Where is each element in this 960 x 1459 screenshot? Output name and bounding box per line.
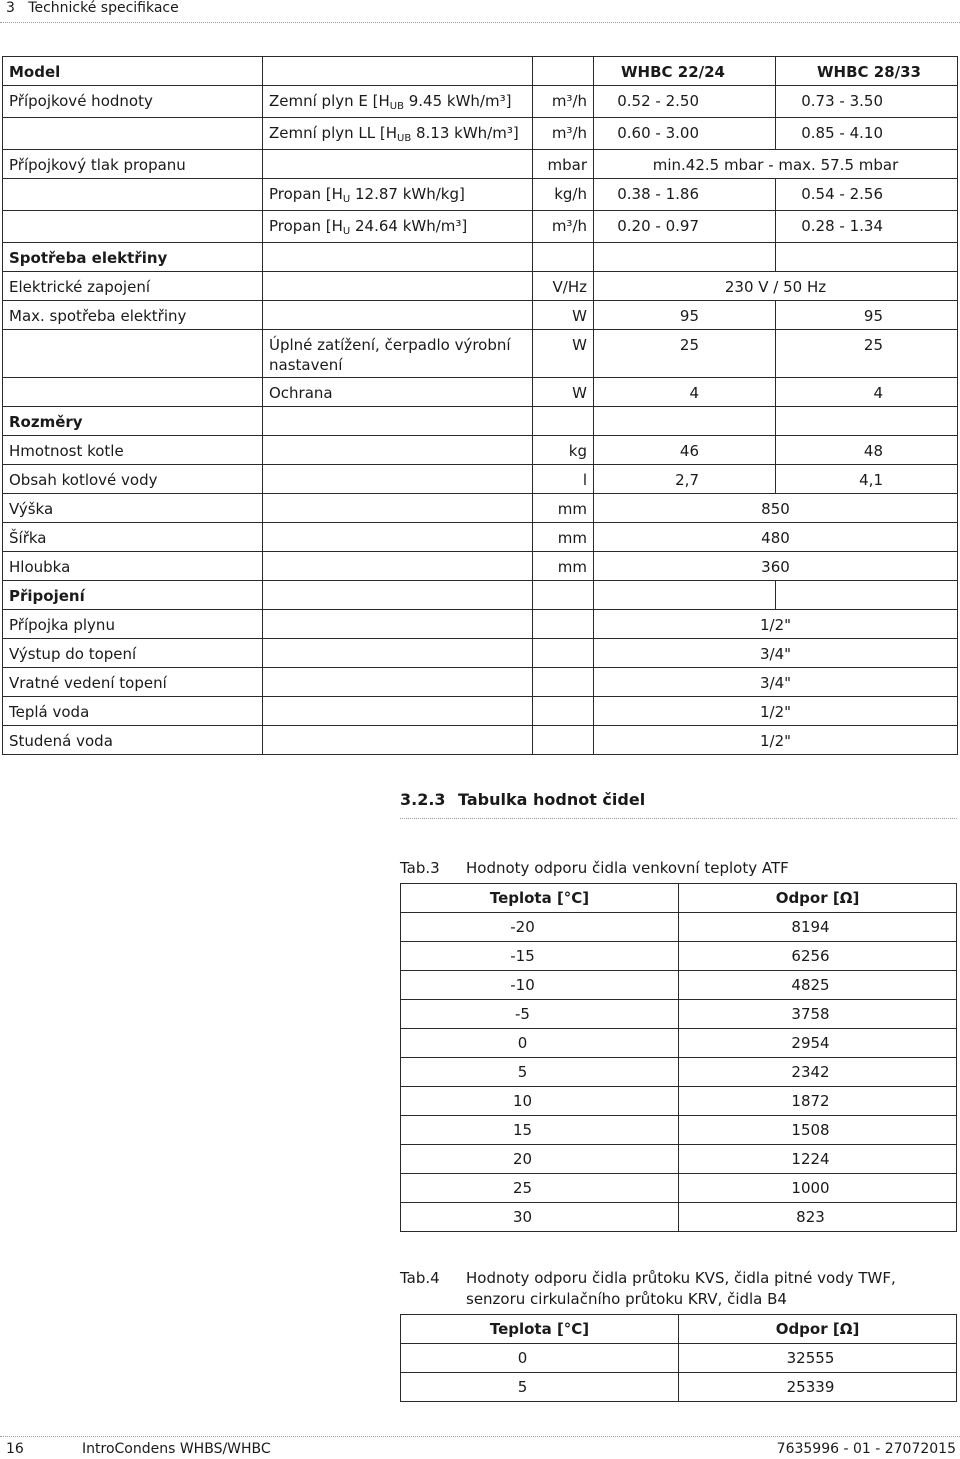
spec-value-whbc-28-33 [776,407,958,436]
desc-subscript: U [342,194,351,205]
spec-description [263,301,533,330]
desc-main: Propan [H [269,185,343,203]
spec-description [263,118,533,150]
spec-row [3,523,958,552]
resistance-cell: 3758 [679,1000,957,1029]
spec-row [3,436,958,465]
temperature-cell: 5 [401,1058,679,1087]
temperature-cell: 0 [401,1029,679,1058]
spec-unit [533,610,594,639]
table-row [401,971,957,1000]
desc-subscript: UB [397,133,412,144]
spec-label: Obsah kotlové vody [3,465,263,494]
spec-description [263,494,533,523]
spec-value-whbc-28-33: 25 [776,330,958,378]
spec-label: Přípojka plynu [3,610,263,639]
spec-description [263,436,533,465]
spec-value-shared: 1/2" [594,697,958,726]
desc-main: Propan [H [269,217,343,235]
spec-label [3,378,263,407]
spec-value-whbc-22-24: 4 [594,378,776,407]
spec-value-whbc-28-33: 48 [776,436,958,465]
resistance-cell: 1872 [679,1087,957,1116]
spec-value-shared: 480 [594,523,958,552]
spec-label: Přípojkový tlak propanu [3,150,263,179]
spec-description [263,726,533,755]
resistance-cell: 1508 [679,1116,957,1145]
header-temperature: Teplota [°C] [401,1315,679,1344]
spec-unit: m³/h [533,86,594,118]
spec-value-shared: 3/4" [594,639,958,668]
spec-description [263,465,533,494]
spec-unit: W [533,330,594,378]
spec-unit: mbar [533,150,594,179]
table-row [401,1203,957,1232]
spec-unit [533,57,594,86]
header-row [401,884,957,913]
spec-value-whbc-22-24 [594,243,776,272]
spec-value-whbc-22-24: 46 [594,436,776,465]
section-heading [400,790,957,809]
spec-label: Hloubka [3,552,263,581]
table-row [401,1000,957,1029]
table-row [401,942,957,971]
spec-value-whbc-28-33: 4,1 [776,465,958,494]
spec-value-whbc-28-33 [776,243,958,272]
spec-value-whbc-28-33: 0.85 - 4.10 [776,118,958,150]
header-resistance: Odpor [Ω] [679,1315,957,1344]
temperature-cell: -15 [401,942,679,971]
spec-value-shared: 360 [594,552,958,581]
spec-label: Model [3,57,263,86]
spec-unit [533,668,594,697]
spec-description: Úplné zatížení, čerpadlo výrobní nastavení [263,330,533,378]
spec-description: Ochrana [263,378,533,407]
tab3-caption-text: Hodnoty odporu čidla venkovní teploty ATF [466,859,789,877]
spec-row [3,610,958,639]
spec-label: Připojení [3,581,263,610]
temperature-cell: -20 [401,913,679,942]
spec-unit: m³/h [533,211,594,243]
spec-value-shared: 850 [594,494,958,523]
spec-unit: V/Hz [533,272,594,301]
resistance-cell: 32555 [679,1344,957,1373]
spec-value-shared: 1/2" [594,610,958,639]
desc-main: Zemní plyn E [H [269,92,390,110]
spec-label [3,330,263,378]
spec-value-whbc-28-33: 0.28 - 1.34 [776,211,958,243]
spec-row [3,552,958,581]
spec-row [3,301,958,330]
temperature-cell: 20 [401,1145,679,1174]
footer-docref: 7635996 - 01 - 27072015 [776,1441,956,1457]
table-row [401,913,957,942]
section-title: Tabulka hodnot čidel [458,790,646,809]
temperature-cell: -5 [401,1000,679,1029]
spec-label: Studená voda [3,726,263,755]
spec-unit: l [533,465,594,494]
spec-label [3,118,263,150]
header-resistance: Odpor [Ω] [679,884,957,913]
table-row [401,1058,957,1087]
spec-unit: m³/h [533,118,594,150]
spec-unit: W [533,378,594,407]
resistance-cell: 6256 [679,942,957,971]
spec-description [263,407,533,436]
resistance-cell: 1224 [679,1145,957,1174]
tab3-label: Tab.3 [400,859,440,877]
spec-row [3,407,958,436]
spec-row [3,639,958,668]
spec-label [3,211,263,243]
spec-unit: W [533,301,594,330]
spec-table [2,56,958,755]
spec-unit: mm [533,494,594,523]
spec-row [3,86,958,118]
spec-description [263,57,533,86]
temperature-cell: 25 [401,1174,679,1203]
spec-row [3,150,958,179]
spec-unit: kg/h [533,179,594,211]
resistance-cell: 2342 [679,1058,957,1087]
spec-row [3,697,958,726]
temperature-cell: -10 [401,971,679,1000]
spec-label [3,179,263,211]
spec-value-whbc-22-24: 0.52 - 2.50 [594,86,776,118]
desc-tail: 9.45 kWh/m³] [403,92,512,110]
desc-subscript: UB [389,101,404,112]
resistance-cell: 1000 [679,1174,957,1203]
desc-tail: 24.64 kWh/m³] [350,217,468,235]
header-divider [0,22,960,23]
temperature-cell: 5 [401,1373,679,1402]
spec-value-whbc-28-33: 95 [776,301,958,330]
table-row [401,1145,957,1174]
footer-divider [0,1436,960,1437]
temperature-cell: 0 [401,1344,679,1373]
table-row [401,1344,957,1373]
spec-description [263,150,533,179]
header-section-number: 3 [6,0,15,16]
header-temperature: Teplota [°C] [401,884,679,913]
table-row [401,1029,957,1058]
spec-row [3,57,958,86]
resistance-cell: 8194 [679,913,957,942]
spec-row [3,330,958,378]
spec-value-shared: min.42.5 mbar - max. 57.5 mbar [594,150,958,179]
spec-description [263,581,533,610]
spec-row [3,581,958,610]
spec-unit: kg [533,436,594,465]
page-header [6,0,179,16]
spec-description [263,552,533,581]
spec-description [263,697,533,726]
spec-row [3,179,958,211]
spec-row [3,378,958,407]
spec-label: Výška [3,494,263,523]
desc-subscript: U [342,226,351,237]
spec-label: Rozměry [3,407,263,436]
desc-main: Zemní plyn LL [H [269,124,398,142]
spec-value-whbc-22-24: 25 [594,330,776,378]
spec-unit: mm [533,552,594,581]
spec-description [263,668,533,697]
spec-label: Teplá voda [3,697,263,726]
spec-value-whbc-22-24 [594,407,776,436]
spec-value-whbc-28-33: 0.73 - 3.50 [776,86,958,118]
spec-description [263,272,533,301]
spec-value-whbc-22-24 [594,581,776,610]
spec-unit [533,407,594,436]
spec-value-whbc-22-24: WHBC 22/24 [594,57,776,86]
spec-label: Vratné vedení topení [3,668,263,697]
desc-tail: 8.13 kWh/m³] [411,124,519,142]
spec-description [263,86,533,118]
spec-label: Spotřeba elektřiny [3,243,263,272]
resistance-cell: 2954 [679,1029,957,1058]
spec-value-whbc-22-24: 0.20 - 0.97 [594,211,776,243]
spec-description [263,610,533,639]
spec-value-whbc-22-24: 2,7 [594,465,776,494]
spec-value-shared: 3/4" [594,668,958,697]
spec-unit [533,697,594,726]
spec-unit [533,243,594,272]
section-number: 3.2.3 [400,790,446,809]
spec-unit [533,726,594,755]
spec-description [263,523,533,552]
spec-value-shared: 1/2" [594,726,958,755]
spec-row [3,494,958,523]
spec-value-shared: 230 V / 50 Hz [594,272,958,301]
resistance-cell: 4825 [679,971,957,1000]
temperature-cell: 15 [401,1116,679,1145]
spec-value-whbc-28-33 [776,581,958,610]
spec-description [263,179,533,211]
spec-label: Hmotnost kotle [3,436,263,465]
spec-row [3,668,958,697]
spec-row [3,118,958,150]
table-row [401,1087,957,1116]
temperature-cell: 10 [401,1087,679,1116]
spec-description [263,243,533,272]
spec-unit: mm [533,523,594,552]
header-row [401,1315,957,1344]
spec-row [3,465,958,494]
footer-page-number: 16 [6,1441,24,1457]
spec-unit [533,639,594,668]
spec-value-whbc-28-33: 4 [776,378,958,407]
table-row [401,1373,957,1402]
spec-value-whbc-22-24: 0.38 - 1.86 [594,179,776,211]
spec-unit [533,581,594,610]
tab4-caption [400,1268,957,1312]
spec-value-whbc-22-24: 95 [594,301,776,330]
spec-label: Výstup do topení [3,639,263,668]
spec-row [3,726,958,755]
spec-description [263,211,533,243]
resistance-cell: 823 [679,1203,957,1232]
spec-label: Přípojkové hodnoty [3,86,263,118]
tab3-caption [400,858,957,880]
spec-row [3,243,958,272]
spec-row [3,211,958,243]
tab4-caption-text: Hodnoty odporu čidla průtoku KVS, čidla pitné vody TWF, senzoru cirkulačního průtoku KRV, čidla B4 [466,1269,896,1308]
spec-row [3,272,958,301]
spec-label: Šířka [3,523,263,552]
spec-value-whbc-22-24: 0.60 - 3.00 [594,118,776,150]
table-row [401,1174,957,1203]
header-title: Technické specifikace [28,0,179,16]
spec-label: Max. spotřeba elektřiny [3,301,263,330]
spec-value-whbc-28-33: WHBC 28/33 [776,57,958,86]
tab3-table [400,883,957,1232]
desc-tail: 12.87 kWh/kg] [350,185,465,203]
tab4-label: Tab.4 [400,1269,440,1287]
resistance-cell: 25339 [679,1373,957,1402]
footer-product: IntroCondens WHBS/WHBC [82,1441,271,1457]
spec-description [263,639,533,668]
tab4-table [400,1314,957,1402]
spec-label: Elektrické zapojení [3,272,263,301]
table-row [401,1116,957,1145]
section-divider [400,818,957,819]
temperature-cell: 30 [401,1203,679,1232]
spec-value-whbc-28-33: 0.54 - 2.56 [776,179,958,211]
